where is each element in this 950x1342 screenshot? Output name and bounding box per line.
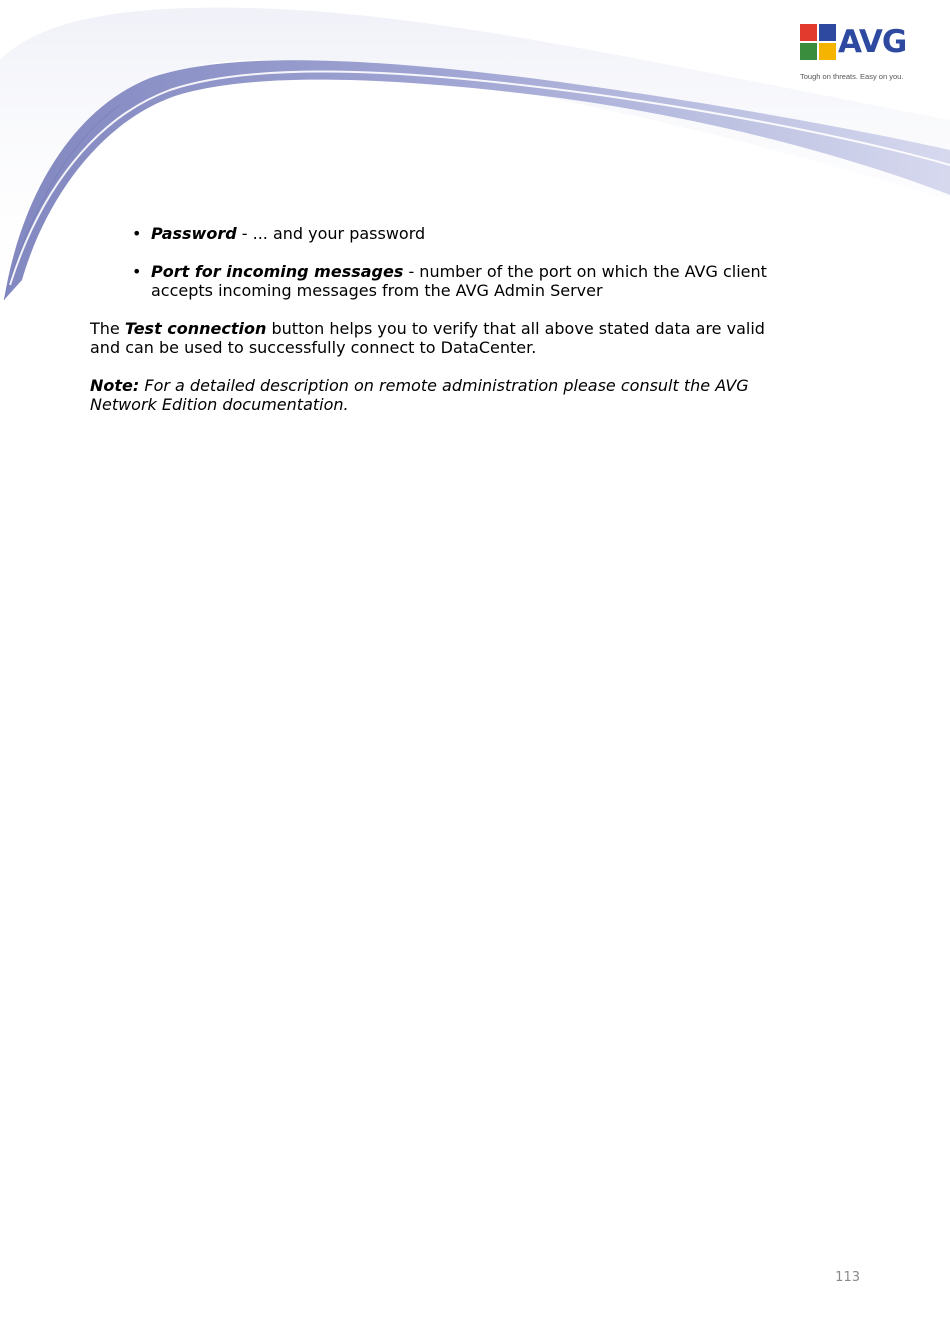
bullet-term: Password — [151, 224, 237, 243]
bullet-term: Port for incoming messages — [151, 261, 404, 281]
page-number: 113 — [835, 1270, 860, 1285]
note-text: For a detailed description on remote administration please consult the AVG Network Edition documentation. — [90, 375, 749, 414]
list-item — [90, 224, 780, 244]
note-label: Note: — [90, 375, 140, 395]
avg-wordmark: AVG — [838, 24, 907, 60]
list-item — [90, 262, 780, 301]
test-connection-paragraph — [90, 319, 780, 358]
test-connection-term: Test connection — [124, 318, 267, 338]
note-paragraph — [90, 376, 780, 415]
bullet-text: - number of the port on which the AVG client accepts incoming messages from the AVG Admin Server — [151, 261, 767, 300]
bullet-icon: • — [132, 224, 142, 243]
bullet-text: - ... and your password — [236, 224, 426, 243]
avg-logo-icon — [800, 24, 836, 60]
avg-logo — [800, 22, 910, 84]
page-content — [90, 224, 780, 433]
bullet-icon: • — [132, 261, 142, 281]
paragraph-prefix: The — [90, 318, 125, 338]
settings-bullet-list — [90, 224, 780, 301]
avg-tagline: Tough on threats. Easy on you. — [800, 72, 904, 81]
paragraph-suffix: button helps you to verify that all above stated data are valid and can be used to successfully connect to DataCenter. — [90, 318, 765, 357]
